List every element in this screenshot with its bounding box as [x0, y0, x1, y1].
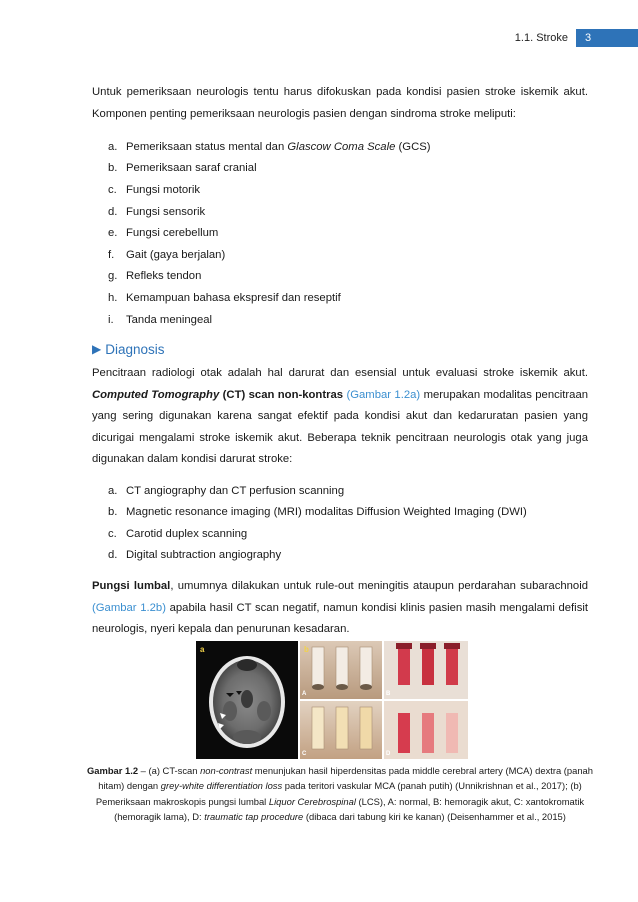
- figure-ref-1a[interactable]: (Gambar 1.2a): [346, 388, 421, 401]
- diagnosis-text-start: Pencitraan radiologi otak adalah hal darurat dan esensial untuk evaluasi stroke iskemik akut.: [92, 367, 588, 380]
- exam-list: [92, 136, 588, 330]
- diagnosis-heading: [92, 339, 588, 359]
- header-title: 1.1. Stroke: [514, 32, 568, 44]
- tube-panel-c: [300, 701, 382, 759]
- list-text-main: Digital subtraction angiography: [126, 549, 282, 562]
- ct-term: Computed Tomography: [92, 388, 220, 401]
- list-text: [126, 162, 257, 174]
- lumbar-text-1: , umumnya dilakukan untuk rule-out meningitis ataupun perdarahan subarachnoid: [170, 580, 588, 593]
- list-marker: d.: [108, 205, 118, 218]
- list-text: [126, 549, 281, 561]
- list-text: [126, 227, 218, 239]
- list-item: [92, 501, 588, 523]
- list-text: [126, 314, 212, 326]
- tube-panel-b: [384, 641, 468, 699]
- list-marker: a.: [108, 484, 118, 497]
- list-marker: h.: [108, 291, 118, 304]
- list-item: [92, 480, 588, 502]
- figure-1-2: [196, 641, 468, 759]
- sub-label-d: D: [386, 751, 391, 757]
- list-item: [92, 136, 588, 158]
- list-text-main: Refleks tendon: [126, 270, 202, 283]
- list-text: [126, 506, 527, 518]
- list-text-main: Fungsi sensorik: [126, 205, 206, 218]
- list-text-main: Kemampuan bahasa ekspresif dan reseptif: [126, 291, 341, 304]
- list-item: [92, 179, 588, 201]
- caption-text-5: (dibaca dari tabung kiri ke kanan) (Deisenhammer et al., 2015): [303, 811, 566, 823]
- list-marker: i.: [108, 313, 114, 326]
- tube-panel-d: [384, 701, 468, 759]
- diagnosis-text-end: merupakan modalitas pencitraan yang sering digunakan karena sangat efektif pada kondisi akut dan kedaruratan pasien yang dicurigai mengalami stroke iskemik akut. Beberapa teknik pencitraan neurologis otak yang juga digunakan dalam kondisi darurat stroke:: [92, 388, 589, 466]
- list-text: [126, 141, 431, 153]
- imaging-list: [92, 480, 588, 566]
- triangle-right-icon: ▶: [92, 342, 102, 357]
- list-item: [92, 244, 588, 266]
- panel-b-label: b: [304, 645, 309, 654]
- intro-paragraph: Untuk pemeriksaan neurologis tentu harus difokuskan pada kondisi pasien stroke iskemik akut. Komponen penting pemeriksaan neurologis pasien dengan sindroma stroke meliputi:: [92, 86, 588, 120]
- sub-label-b: B: [386, 691, 391, 697]
- list-marker: c.: [108, 183, 117, 196]
- panel-a-label: a: [200, 645, 205, 654]
- figure-image: [196, 641, 468, 759]
- figure-ref-1b[interactable]: (Gambar 1.2b): [92, 601, 166, 614]
- list-text-main: Gait (gaya berjalan): [126, 248, 226, 261]
- list-text-italic: Glascow Coma Scale: [287, 140, 396, 153]
- tube-panel-a: [300, 641, 382, 699]
- sub-label-c: C: [302, 751, 307, 757]
- list-item: [92, 222, 588, 244]
- list-text-main: Tanda meningeal: [126, 313, 213, 326]
- caption-text-2: menunjukan hasil hiperdensitas pada middle cerebral artery (MCA) dextra (panah hitam) dengan: [98, 765, 593, 792]
- caption-italic-2: grey-white differentiation loss: [160, 780, 283, 792]
- list-text-main: Fungsi motorik: [126, 183, 201, 196]
- caption-italic-1: non-contrast: [200, 765, 253, 776]
- list-text: [126, 184, 200, 196]
- list-item: [92, 201, 588, 223]
- list-text: [126, 528, 247, 540]
- list-text-main: Fungsi cerebellum: [126, 227, 219, 240]
- page-number: 3: [576, 29, 638, 47]
- list-item: [92, 545, 588, 567]
- list-marker: b.: [108, 162, 118, 175]
- list-text: [126, 206, 205, 218]
- list-marker: e.: [108, 227, 118, 240]
- list-item: [92, 266, 588, 288]
- list-item: [92, 158, 588, 180]
- sub-label-a: A: [302, 691, 307, 697]
- list-text: [126, 485, 344, 497]
- caption-text-4: (LCS), A: normal, B: hemoragik akut, C: xantokromatik (hemoragik lama), D:: [114, 795, 585, 823]
- caption-italic-3: Liquor Cerebrospinal: [268, 795, 356, 807]
- list-text-main: Carotid duplex scanning: [126, 527, 248, 540]
- list-text: [126, 270, 201, 282]
- caption-text-3: pada teritori vaskular MCA (panah putih) (Unnikrishnan et al., 2017); (b) Pemeriksaan makroskopis pungsi lumbal: [95, 780, 582, 807]
- list-item: [92, 523, 588, 545]
- caption-italic-4: traumatic tap procedure: [204, 811, 304, 823]
- list-marker: a.: [108, 140, 118, 153]
- lumbar-term: Pungsi lumbal: [92, 580, 171, 593]
- caption-label: Gambar 1.2: [86, 765, 139, 776]
- ct-scan-term: (CT) scan non-kontras: [222, 388, 344, 401]
- list-text-main: Pemeriksaan saraf cranial: [126, 162, 257, 175]
- list-item: [92, 287, 588, 309]
- main-content: [92, 82, 588, 641]
- list-marker: g.: [108, 270, 118, 283]
- list-marker: c.: [108, 527, 117, 540]
- figure-caption: [82, 763, 598, 825]
- list-marker: f.: [108, 248, 115, 261]
- page-header: [515, 28, 638, 48]
- list-marker: d.: [108, 549, 118, 562]
- list-item: [92, 309, 588, 331]
- caption-text-1: – (a) CT-scan: [138, 765, 201, 776]
- list-text-suffix: (GCS): [395, 140, 431, 153]
- list-text-main: Magnetic resonance imaging (MRI) modalitas Diffusion Weighted Imaging (DWI): [126, 506, 527, 519]
- lumbar-text-2: apabila hasil CT scan negatif, namun kondisi klinis pasien masih mengalami defisit neurologis, nyeri kepala dan penurunan kesadaran.: [92, 601, 588, 636]
- diagnosis-title: Diagnosis: [105, 341, 165, 357]
- list-text: [126, 249, 225, 261]
- list-marker: b.: [108, 506, 118, 519]
- list-text-main: Pemeriksaan status mental dan: [126, 140, 288, 153]
- list-text: [126, 292, 341, 304]
- lumbar-paragraph: [92, 576, 588, 641]
- list-text-main: CT angiography dan CT perfusion scanning: [126, 484, 345, 497]
- diagnosis-paragraph: [92, 363, 588, 471]
- ct-scan-panel: [196, 641, 298, 759]
